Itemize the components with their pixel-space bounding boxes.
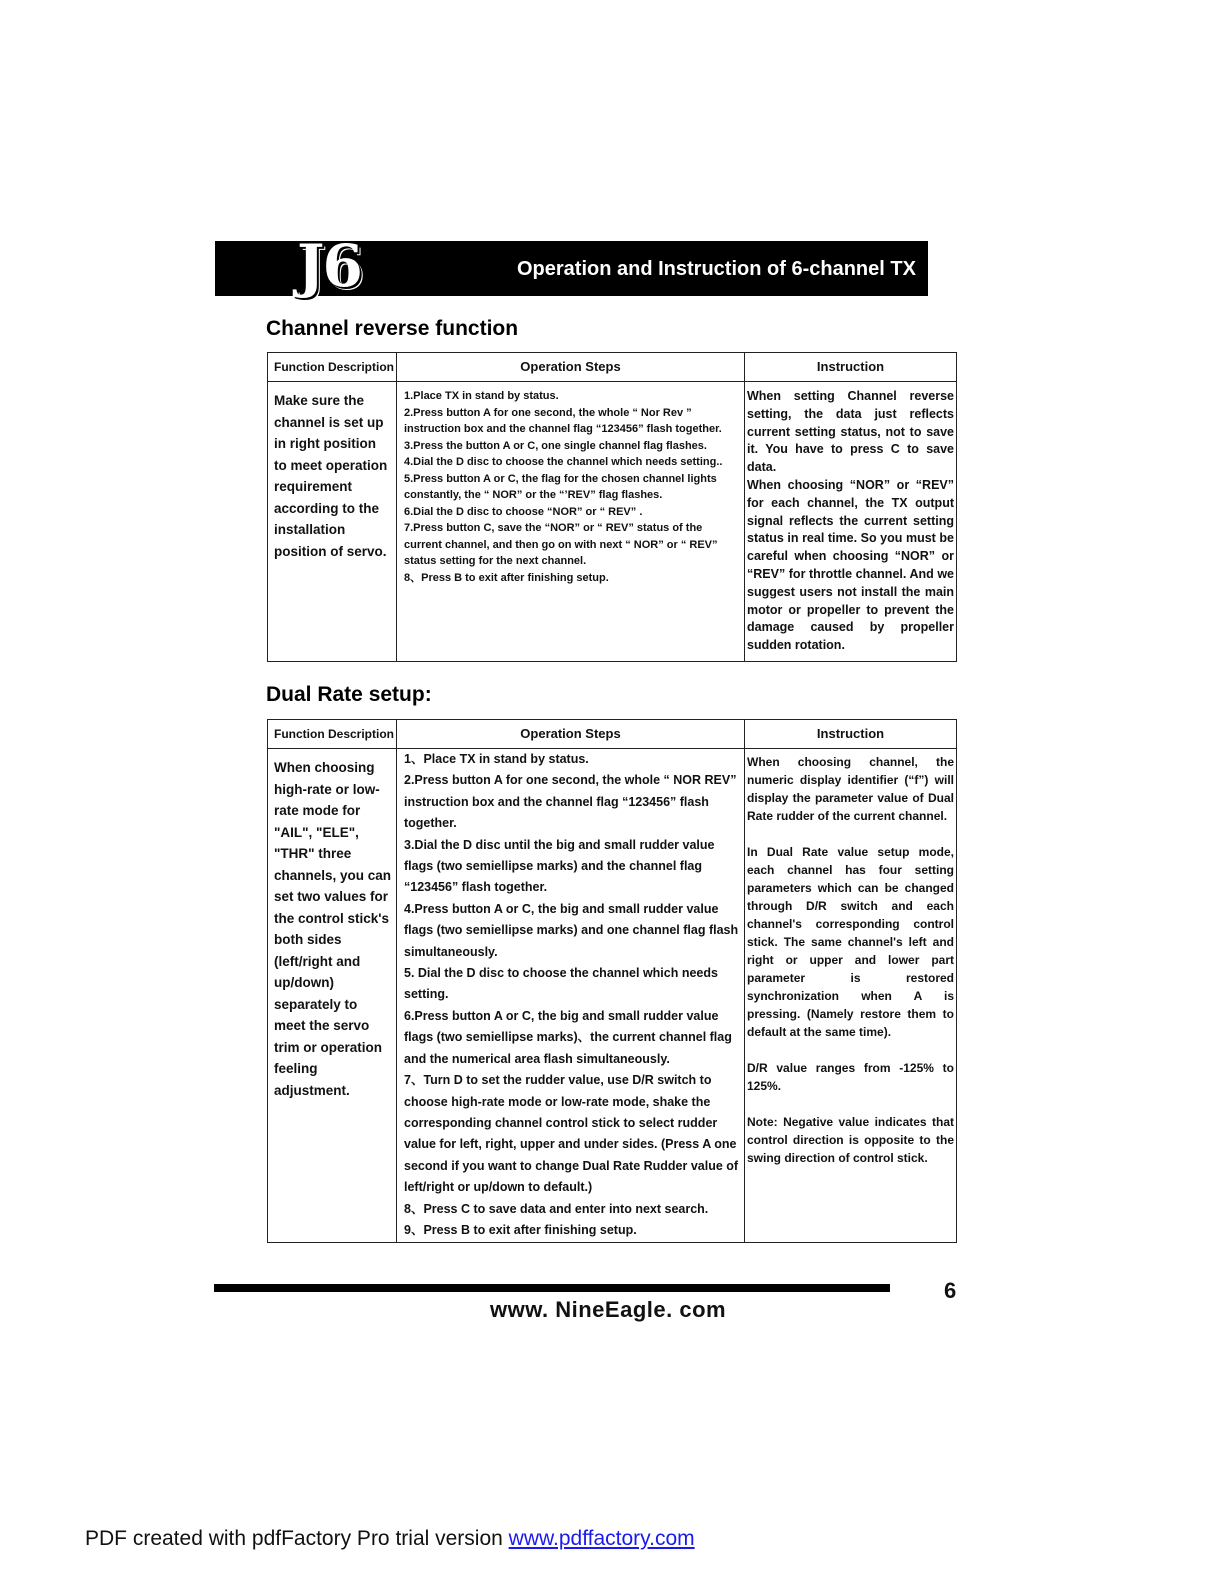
- channel-reverse-table: [267, 352, 957, 662]
- operation-steps-cell: [397, 382, 745, 662]
- section-title-channel-reverse: Channel reverse function: [266, 317, 519, 340]
- column-header: Instruction: [745, 353, 957, 382]
- column-header: Function Description: [268, 353, 397, 382]
- instruction-cell: [745, 382, 957, 662]
- operation-steps-cell: [397, 749, 745, 1243]
- instruction-paragraph: When choosing “NOR” or “REV” for each channel, the TX output signal reflects the current setting status in real time. So you must be careful when choosing “NOR” or “REV” for throttle channel. And we suggest users not install the main motor or propeller to prevent the damage caused by propeller sudden rotation.: [747, 477, 954, 653]
- header-bar: [215, 232, 928, 300]
- column-header: Operation Steps: [397, 353, 745, 382]
- section-title-dual-rate: Dual Rate setup:: [266, 683, 432, 706]
- operation-steps-list: [397, 749, 744, 1241]
- function-description: Make sure the channel is set up in right position to meet operation requirement according to the installation position of servo.: [268, 382, 397, 662]
- header-title: Operation and Instruction of 6-channel TX: [517, 258, 916, 280]
- step-item: 2.Press button A for one second, the whole “ Nor Rev ” instruction box and the channel flag “123456” flash together.: [404, 406, 722, 435]
- dual-rate-table: [267, 719, 957, 1243]
- step-item: 1、Place TX in stand by status.: [404, 752, 589, 766]
- instruction-paragraph: D/R value ranges from -125% to 125%.: [747, 1061, 954, 1093]
- step-item: 2.Press button A for one second, the whole “ NOR REV” instruction box and the channel flag “123456” flash together.: [404, 773, 737, 831]
- footer-rule: [214, 1284, 890, 1292]
- step-item: 5. Dial the D disc to choose the channel which needs setting.: [404, 966, 718, 1002]
- step-item: 4.Press button A or C, the big and small rudder value flags (two semiellipse marks) and one channel flag flash simultaneously.: [404, 901, 739, 959]
- step-item: 7.Press button C, save the “NOR” or “ REV” status of the current channel, and then go on with next “ NOR” or “ REV” status setting for the next channel.: [404, 522, 718, 567]
- step-item: 3.Press the button A or C, one single channel flag flashes.: [404, 439, 707, 452]
- function-description: When choosing high-rate or low-rate mode for "AIL", "ELE", "THR" three channels, you can set two values for the control stick's both sides (left/right and up/down) separately to meet the servo trim or operation feeling adjustment.: [268, 749, 397, 1243]
- j6-logo: J6: [297, 232, 361, 300]
- step-item: 9、Press B to exit after finishing setup.: [404, 1222, 637, 1237]
- pdffactory-link[interactable]: www.pdffactory.com: [508, 1527, 695, 1550]
- step-item: 1.Place TX in stand by status.: [404, 390, 559, 402]
- instruction-cell: [745, 749, 957, 1243]
- column-header: Operation Steps: [397, 720, 745, 749]
- column-header: Instruction: [745, 720, 957, 749]
- step-item: 7、Turn D to set the rudder value, use D/R switch to choose high-rate mode or low-rate mode, shake the corresponding channel control stick to select rudder value for left, right, upper and under sides. (Press A one second if you want to change Dual Rate Rudder value of left/right or up/down to default.): [404, 1073, 739, 1195]
- page-number: 6: [944, 1278, 957, 1303]
- pdf-creator-notice: [85, 1527, 695, 1551]
- instruction-paragraph: When choosing channel, the numeric display identifier (“f”) will display the parameter value of Dual Rate rudder of the current channel.: [747, 755, 954, 823]
- pdf-notice-text: PDF created with pdfFactory Pro trial version: [85, 1527, 503, 1550]
- step-item: 6.Press button A or C, the big and small rudder value flags (two semiellipse marks)、the current channel flag and the numerical area flash simultaneously.: [404, 1008, 732, 1066]
- table-row: [268, 382, 957, 662]
- instruction-paragraph: When setting Channel reverse setting, the data just reflects current setting status, not to save it. You have to press C to save data.: [747, 389, 954, 475]
- table-header-row: [268, 720, 957, 749]
- website-url: www. NineEagle. com: [490, 1297, 727, 1322]
- table-row: [268, 749, 957, 1243]
- step-item: 4.Dial the D disc to choose the channel which needs setting..: [404, 456, 723, 468]
- instruction-paragraph: Note: Negative value indicates that control direction is opposite to the swing direction of control stick.: [747, 1115, 954, 1165]
- column-header: Function Description: [268, 720, 397, 749]
- table-header-row: [268, 353, 957, 382]
- step-item: 6.Dial the D disc to choose “NOR” or “ REV” .: [404, 505, 643, 518]
- operation-steps-list: [397, 382, 744, 586]
- step-item: 8、Press C to save data and enter into next search.: [404, 1201, 709, 1216]
- step-item: 3.Dial the D disc until the big and small rudder value flags (two semiellipse marks) and the channel flag “123456” flash together.: [404, 837, 715, 895]
- step-item: 8、Press B to exit after finishing setup.: [404, 571, 609, 584]
- instruction-paragraph: In Dual Rate value setup mode, each channel has four setting parameters which can be changed through D/R switch and each channel's corresponding control stick. The same channel's left and right or upper and lower part parameter is restored synchronization when A is pressing. (Namely restore them to default at the same time).: [747, 845, 954, 1039]
- step-item: 5.Press button A or C, the flag for the chosen channel lights constantly, the “ NOR” or the “’REV” flag flashes.: [404, 472, 717, 501]
